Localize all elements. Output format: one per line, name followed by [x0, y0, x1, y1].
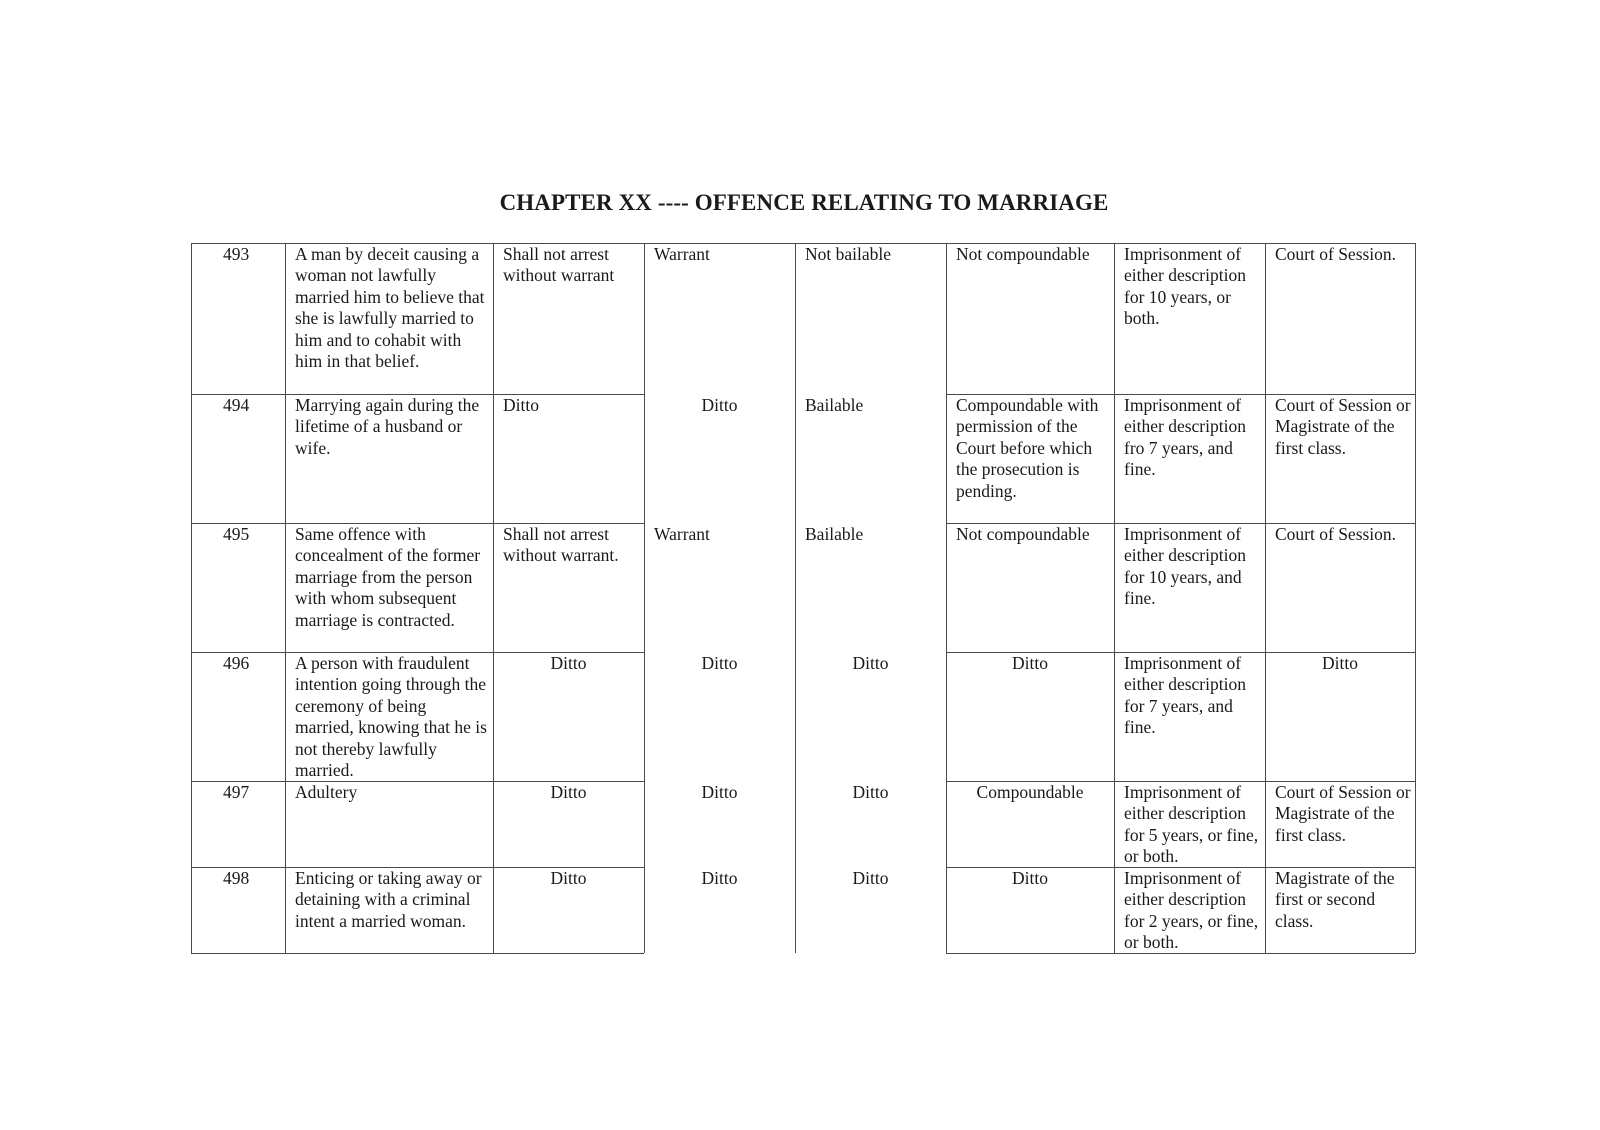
table-cell-arrest: Ditto [503, 395, 539, 415]
table-cell-arrest: Shall not arrest without warrant [503, 244, 615, 286]
table-cell-punishment: Imprisonment of either description fro 7 years, and fine. [1124, 395, 1246, 480]
table-cell-arrest: Ditto [550, 653, 587, 673]
table-cell-section: 495 [223, 524, 250, 544]
table-cell-compound: Ditto [1012, 653, 1048, 673]
table-cell-compound: Not compoundable [956, 244, 1090, 264]
table-cell-section: 498 [223, 868, 250, 888]
table-cell-bail: Ditto [852, 653, 889, 673]
table-cell-section: 497 [223, 782, 250, 802]
table-cell-offence: A person with fraudulent intention going through the ceremony of being married, knowing that he is not thereby lawfully married. [295, 653, 487, 781]
table-cell-bail: Ditto [852, 782, 889, 802]
table-cell-punishment: Imprisonment of either description for 5 years, or fine, or both. [1124, 782, 1259, 867]
table-cell-warrant: Warrant [654, 524, 710, 544]
table-cell-punishment: Imprisonment of either description for 10 years, or both. [1124, 244, 1246, 329]
table-cell-offence: Adultery [295, 782, 358, 802]
column-separator [285, 243, 286, 953]
table-cell-bail: Bailable [805, 395, 864, 415]
table-cell-court: Ditto [1322, 653, 1358, 673]
table-cell-warrant: Ditto [701, 868, 738, 888]
page-title: CHAPTER XX ---- OFFENCE RELATING TO MARRIAGE [499, 190, 1109, 215]
table-cell-compound: Compoundable [976, 782, 1084, 802]
column-separator [1265, 243, 1266, 953]
column-separator [1114, 243, 1115, 953]
table-cell-warrant: Ditto [701, 653, 738, 673]
table-bottom-border [191, 953, 644, 954]
table-cell-punishment: Imprisonment of either description for 2 years, or fine, or both. [1124, 868, 1259, 953]
table-cell-warrant: Ditto [701, 782, 738, 802]
offences-table [191, 243, 1415, 953]
table-cell-compound: Not compoundable [956, 524, 1090, 544]
table-cell-section: 494 [223, 395, 250, 415]
table-cell-warrant: Ditto [701, 395, 738, 415]
table-cell-punishment: Imprisonment of either description for 7 years, and fine. [1124, 653, 1246, 738]
table-cell-offence: A man by deceit causing a woman not lawfully married him to believe that she is lawfully married to him and to cohabit with him in that belief. [295, 244, 485, 372]
column-separator [1415, 243, 1416, 953]
table-cell-offence: Enticing or taking away or detaining with a criminal intent a married woman. [295, 868, 482, 931]
table-cell-arrest: Ditto [550, 782, 587, 802]
table-cell-punishment: Imprisonment of either description for 10 years, and fine. [1124, 524, 1246, 609]
table-cell-court: Court of Session. [1275, 244, 1397, 264]
table-cell-compound: Compoundable with permission of the Court before which the prosecution is pending. [956, 395, 1099, 501]
column-separator [946, 243, 947, 953]
column-separator [795, 243, 796, 953]
table-cell-offence: Marrying again during the lifetime of a husband or wife. [295, 395, 480, 458]
table-cell-bail: Ditto [852, 868, 889, 888]
table-cell-court: Court of Session. [1275, 524, 1397, 544]
column-separator [191, 243, 192, 953]
table-cell-court: Court of Session or Magistrate of the first class. [1275, 782, 1411, 845]
column-separator [644, 243, 645, 953]
table-cell-warrant: Warrant [654, 244, 710, 264]
column-separator [493, 243, 494, 953]
table-cell-compound: Ditto [1012, 868, 1048, 888]
table-cell-offence: Same offence with concealment of the former marriage from the person with whom subsequent marriage is contracted. [295, 524, 481, 630]
table-cell-arrest: Shall not arrest without warrant. [503, 524, 619, 566]
table-cell-section: 496 [223, 653, 250, 673]
table-cell-bail: Not bailable [805, 244, 892, 264]
table-cell-arrest: Ditto [550, 868, 587, 888]
table-cell-bail: Bailable [805, 524, 864, 544]
table-cell-court: Court of Session or Magistrate of the first class. [1275, 395, 1411, 458]
table-cell-section: 493 [223, 244, 250, 264]
table-cell-court: Magistrate of the first or second class. [1275, 868, 1395, 931]
